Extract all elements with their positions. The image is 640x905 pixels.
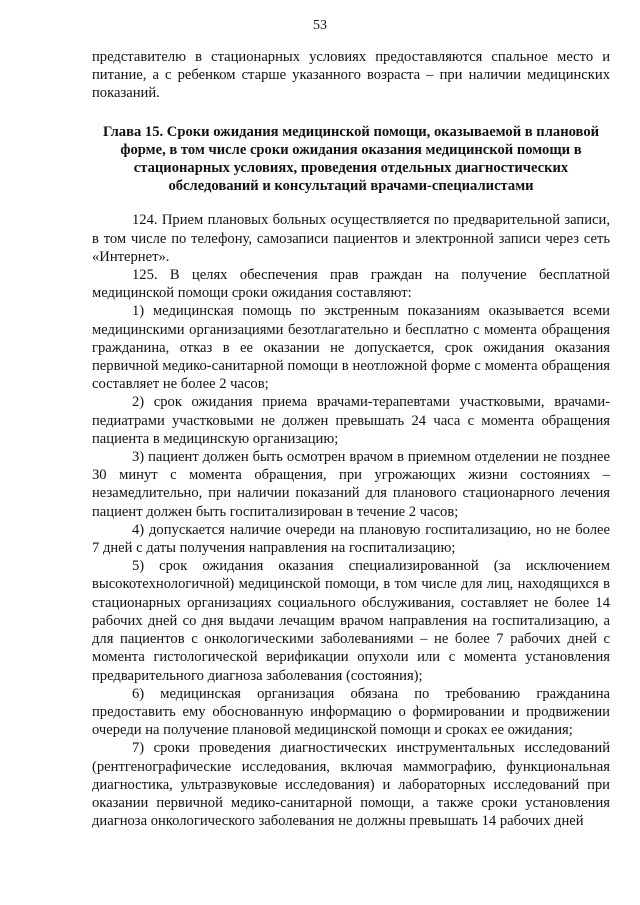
paragraph-124: 124. Прием плановых больных осуществляется по предварительной записи, в том числе по телефону, самозаписи пациентов и электронной записи через сеть «Интернет».: [92, 212, 610, 265]
paragraph-125: 125. В целях обеспечения прав граждан на получение бесплатной медицинской помощи сроки ожидания составляют:: [92, 267, 610, 302]
list-item-5: 5) срок ожидания оказания специализированной (за исключением высокотехнологичной) медицинской помощи, в том числе для лиц, находящихся в стационарных организациях социального обслуживания, составляет не более 14 рабочих дней со дня выдачи лечащим врачом направления на госпитализацию, а для пациентов с онкологическими заболеваниями – не более 7 рабочих дней с момента гистологической верификации опухоли или с момента установления предварительного диагноза заболевания (состояния);: [92, 558, 610, 684]
chapter-heading: Глава 15. Сроки ожидания медицинской помощи, оказываемой в плановой форме, в том числе сроки ожидания оказания медицинской помощи в стационарных условиях, проведения отдельных диагностических обследований и консультаций врачами-специалистами: [102, 123, 600, 195]
list-item-1: 1) медицинская помощь по экстренным показаниям оказывается всеми медицинскими организациями безотлагательно и бесплатно с момента обращения гражданина, отказ в ее оказании не допускается, срок ожидания оказания первичной медико-санитарной помощи в неотложной форме с момента обращения составляет не более 2 часов;: [92, 303, 610, 393]
list-item-2: 2) срок ожидания приема врачами-терапевтами участковыми, врачами-педиатрами участковыми не должен превышать 24 часа с момента обращения пациента в медицинскую организацию;: [92, 394, 610, 447]
list-item-6: 6) медицинская организация обязана по требованию гражданина предоставить ему обоснованную информацию о формировании и продвижении очереди на получение плановой медицинской помощи и сроках ее ожидания;: [92, 685, 610, 739]
page-number: 53: [313, 18, 327, 33]
document-body: [92, 48, 610, 830]
intro-paragraph: представителю в стационарных условиях предоставляются спальное место и питание, а с ребенком старше указанного возраста – при наличии медицинских показаний.: [92, 49, 610, 102]
list-item-7: 7) сроки проведения диагностических инструментальных исследований (рентгенографические исследования, включая маммографию, функциональная диагностика, ультразвуковые исследования) и лабораторных исследований при оказании первичной медико-санитарной помощи, а также сроки установления диагноза онкологического заболевания не должны превышать 14 рабочих дней: [92, 740, 610, 830]
list-item-4: 4) допускается наличие очереди на плановую госпитализацию, но не более 7 дней с даты получения направления на госпитализацию;: [92, 521, 610, 557]
list-item-3: 3) пациент должен быть осмотрен врачом в приемном отделении не позднее 30 минут с момента обращения, при угрожающих жизни состояниях – незамедлительно, при наличии показаний для планового стационарного лечения пациент должен быть госпитализирован в течение 2 часов;: [92, 449, 610, 520]
